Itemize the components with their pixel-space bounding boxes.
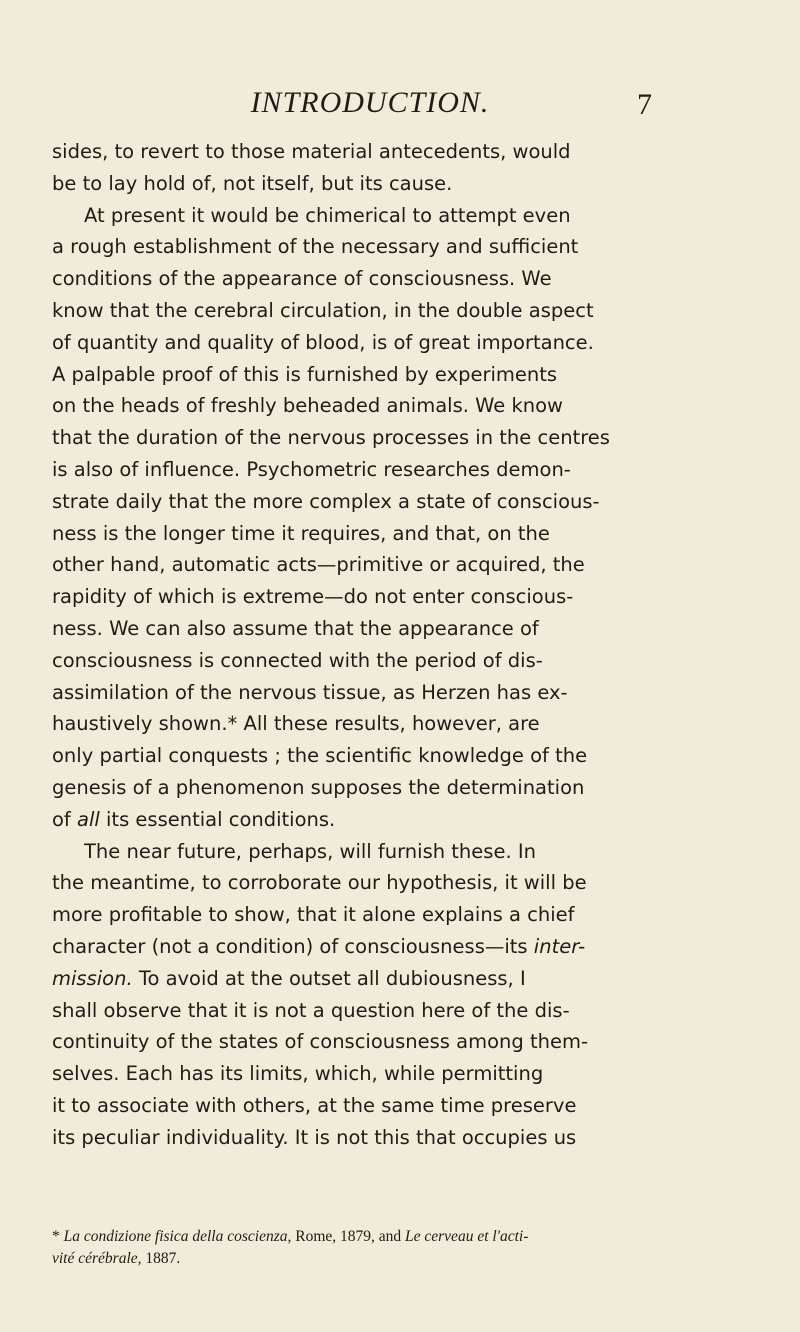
text-line: on the heads of freshly beheaded animals. We know bbox=[52, 394, 563, 418]
text-line: of quantity and quality of blood, is of great importance. bbox=[52, 330, 594, 354]
text-line bbox=[52, 963, 662, 995]
text-line: A palpable proof of this is furnished by experiments bbox=[52, 362, 558, 386]
footnote-title: La condizione fisica della coscienza, bbox=[63, 1228, 292, 1245]
text-line: selves. Each has its limits, which, while permitting bbox=[52, 1062, 544, 1086]
text-line: that the duration of the nervous processes in the centres bbox=[52, 426, 610, 450]
text-line: rapidity of which is extreme—do not enter conscious- bbox=[52, 585, 574, 609]
text-line bbox=[52, 804, 662, 836]
text-line: shall observe that it is not a question here of the dis- bbox=[52, 998, 570, 1022]
text-line: conditions of the appearance of consciousness. We bbox=[52, 267, 552, 291]
text-line: sides, to revert to those material antecedents, would bbox=[52, 140, 571, 163]
text-line: it to associate with others, at the same time preserve bbox=[52, 1093, 577, 1117]
text-span: character (not a condition) of consciousness—its bbox=[52, 934, 528, 958]
text-line: know that the cerebral circulation, in the double aspect bbox=[52, 298, 594, 322]
text-line: strate daily that the more complex a state of conscious- bbox=[52, 489, 600, 513]
text-line: haustively shown.* All these results, however, are bbox=[52, 712, 540, 736]
text-span: To avoid at the outset all dubiousness, I bbox=[138, 966, 526, 990]
footnote-line bbox=[52, 1248, 662, 1270]
body-text bbox=[52, 136, 662, 1154]
text-span: of bbox=[52, 807, 71, 831]
footnote-line bbox=[52, 1226, 662, 1248]
page-number: 7 bbox=[637, 88, 652, 121]
text-line: more profitable to show, that it alone explains a chief bbox=[52, 903, 575, 927]
text-line: is also of influence. Psychometric researches demon- bbox=[52, 457, 571, 481]
text-line: be to lay hold of, not itself, but its cause. bbox=[52, 171, 453, 195]
text-line: the meantime, to corroborate our hypothesis, it will be bbox=[52, 871, 587, 895]
text-span: its essential conditions. bbox=[106, 807, 336, 831]
text-line: a rough establishment of the necessary and sufficient bbox=[52, 235, 579, 259]
footnote-text: 1887. bbox=[145, 1250, 181, 1267]
text-line: The near future, perhaps, will furnish these. In bbox=[84, 839, 536, 863]
text-line: continuity of the states of consciousness among them- bbox=[52, 1030, 589, 1054]
text-line: genesis of a phenomenon supposes the determination bbox=[52, 775, 585, 799]
footnote-title: Le cerveau et l'acti- bbox=[405, 1228, 529, 1245]
text-line: its peculiar individuality. It is not this that occupies us bbox=[52, 1125, 577, 1149]
page-header bbox=[0, 86, 800, 122]
emphasis: all bbox=[77, 807, 100, 831]
text-line: assimilation of the nervous tissue, as Herzen has ex- bbox=[52, 680, 568, 704]
text-line: other hand, automatic acts—primitive or acquired, the bbox=[52, 553, 585, 577]
text-line: At present it would be chimerical to attempt even bbox=[84, 203, 571, 227]
emphasis: mission. bbox=[52, 966, 133, 990]
footnote-title: vité cérébrale, bbox=[52, 1250, 142, 1267]
emphasis: inter- bbox=[533, 934, 586, 958]
footnote-marker: * bbox=[52, 1228, 60, 1245]
footnote-text: Rome, 1879, and bbox=[295, 1228, 402, 1245]
text-line: ness is the longer time it requires, and that, on the bbox=[52, 521, 550, 545]
text-line bbox=[52, 931, 662, 963]
footnote bbox=[52, 1226, 662, 1270]
running-title: INTRODUCTION. bbox=[250, 86, 490, 119]
text-line: only partial conquests ; the scientific knowledge of the bbox=[52, 744, 588, 768]
text-line: consciousness is connected with the period of dis- bbox=[52, 648, 543, 672]
text-line: ness. We can also assume that the appearance of bbox=[52, 616, 539, 640]
